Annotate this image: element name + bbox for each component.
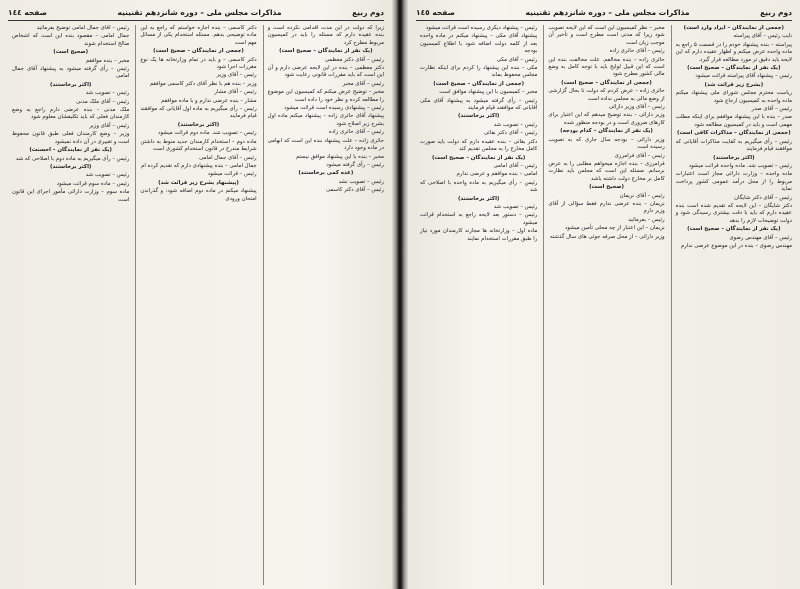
paragraph: رئیس – آقای دکتر بقائی: [483, 130, 538, 137]
paragraph: رئیس – آقای دکتر شایگان: [734, 194, 792, 201]
paragraph: ریاست محترم مجلس شورای ملی پیشنهاد میکنم ماده واحده به کمیسیون ارجاع شود: [675, 90, 792, 104]
text-column: [416, 25, 537, 585]
paragraph: رئیس – آقای ملک مدنی: [76, 98, 130, 105]
paragraph: (صحیح است): [589, 184, 624, 191]
paragraph: (صحیح است): [53, 49, 89, 56]
paragraph: رئیس – بفرمائید: [628, 216, 665, 223]
text-column: [543, 25, 664, 585]
paragraph: رئیس – آقای حائری زاده: [328, 129, 384, 136]
paragraph: نریمان – این اعتبار از چه محلی تأمین میشود: [565, 225, 665, 232]
paragraph: حائری زاده – علت پیشنهاد بنده این است که ابهامی در ماده وجود دارد: [267, 137, 384, 152]
paragraph: رئیس – آقای وزیر: [89, 122, 130, 129]
paragraph: رئیس – آقای جمال امامی توضیح بفرمائید: [36, 25, 130, 31]
paragraph: رئیس – رأی میگیریم به کفایت مذاکرات آقایانی که موافقند قیام فرمایند: [675, 138, 792, 153]
header-title: مذاكرات مجلس ملی – دوره شانزدهم تقنينيه: [525, 7, 690, 17]
paragraph: پیشنهاد میکنم در ماده دوم اضافه شود: و گذراندن امتحان ورودی: [140, 188, 257, 202]
paragraph: رئیس – رأی گرفته میشود به پیشنهاد آقای مکی آقایانی که موافقند قیام فرمایند: [420, 97, 538, 112]
paragraph: پیشنهاد آقای مکی – پیشنهاد میکنم در ماده واحده بعد از کلمه دولت اضافه شود با اطلاع کمیسیون بودجه: [420, 33, 538, 55]
paragraph: (یک نفر از نمایندگان – صحیح است): [687, 65, 781, 72]
paragraph: وزیر – بنده هم با نظر آقای دکتر کاسمی موافقم: [149, 80, 257, 87]
header-title: مذاكرات مجلس ملی – دوره شانزدهم تقنينيه: [117, 7, 282, 17]
paragraph: رئیس – تصویب شد. ماده واحده قرائت میشود: [688, 162, 792, 169]
paragraph: دکتر معظمی – بنده در این لایحه عرضی دارم و آن این است که باید مقررات قانونی رعایت شود: [267, 65, 384, 79]
paragraph: رئیس – آقای مخبر: [342, 80, 384, 87]
paragraph: (یک نفر از نمایندگان – صحیح است): [431, 154, 526, 161]
paragraph: نریمان – بنده عرضی ندارم فقط سؤالی از آقای وزیر دارم: [548, 200, 665, 215]
paragraph: (یک نفر از نمایندگان – احسنت): [29, 147, 112, 154]
paragraph: رئیس – رأی گرفته میشود به پیشنهاد آقای جمال امامی: [12, 66, 130, 80]
paragraph: رئیس – تصویب نشد: [338, 178, 384, 185]
paragraph: (جمعی از نمایندگان – مذاکرات کافی است): [677, 130, 791, 137]
paragraph: حائری زاده – عرض کردم که دولت تا بحال گزارشی از وضع مالی به مجلس نداده است: [548, 88, 665, 102]
header-page-number: صفحه ١٤٥: [416, 7, 455, 17]
paragraph: دکتر شایگان – این لایحه که تقدیم شده است بنده عقیده دارم که باید با دقت بیشتری رسیدگی شود و دولت توضیحات لازم را بدهد: [675, 202, 792, 224]
paragraph: رئیس – تصویب شد: [493, 203, 538, 210]
paragraph: رئیس – آقای جمال امامی: [199, 154, 257, 161]
page-fold: [392, 0, 408, 589]
header-date: دوم ربيع: [760, 7, 792, 17]
paragraph: (جمعی از نمایندگان – صحیح است): [433, 80, 525, 87]
header-page-number: صفحه ١٤٤: [8, 7, 47, 17]
paragraph: رئیس – پیشنهاد آقای پیراسته قرائت میشود: [695, 73, 792, 80]
left-page: [0, 0, 392, 589]
paragraph: (اکثر برخاستند): [457, 195, 500, 202]
page-header: [416, 6, 792, 21]
paragraph: (یک نفر از نمایندگان – صحیح است): [279, 48, 373, 55]
paragraph: (اکثر برخاستند): [457, 113, 500, 120]
paragraph: مکی – بنده این پیشنهاد را کردم برای اینکه نظارت مجلس محفوظ بماند: [420, 65, 538, 79]
paragraph: (اکثر برخاستند): [177, 121, 220, 128]
paragraph: رئیس – آقای مهندس رضوی: [729, 234, 792, 241]
paragraph: رئیس – آقای مشار: [214, 89, 257, 96]
paragraph: رئیس – آقای صدر: [751, 106, 792, 113]
paragraph: (جمعی از نمایندگان – صحیح است): [153, 48, 244, 55]
paragraph: رئیس – آقای دکتر معظمی: [324, 56, 384, 63]
right-page: [408, 0, 800, 589]
paragraph: رئیس – رأی گرفته میشود: [326, 161, 384, 168]
paragraph: دکتر کاسمی – و باید در تمام وزارتخانه ها یک نوع مقررات اجرا شود: [140, 56, 257, 71]
paragraph: رئیس – تصویب شد: [493, 121, 538, 128]
paragraph: (یک نفر از نمایندگان – صحیح است): [687, 226, 781, 233]
paragraph: (جمعی از نمایندگان – صحیح است): [561, 79, 652, 86]
paragraph: ملک مدنی – بنده عرضی دارم راجع به وضع کارمندان فعلی که باید تکلیفشان معلوم شود: [12, 107, 130, 121]
paragraph: ماده سوم – وزارت دارائی مأمور اجرای این قانون است: [12, 189, 130, 203]
paragraph: رئیس – آقای فرامرزی: [614, 152, 665, 159]
paragraph: رئیس – رأی میگیریم به ماده واحده با اصلاحی که شد: [420, 179, 538, 194]
paragraph: رئیس – آقای مکی: [496, 56, 538, 63]
paragraph: مخبر – کمیسیون با این پیشنهاد موافق است: [439, 89, 538, 96]
paragraph: صدر – بنده با این پیشنهاد موافقم برای اینکه مطلب مهمی است و باید در کمیسیون مطالعه شود: [675, 114, 792, 128]
paragraph: رئیس – رأی میگیریم به ماده اول آقایانی که موافقند قیام فرمایند: [140, 106, 257, 120]
paragraph: رئیس – آقای وزیر دارائی: [608, 104, 665, 111]
paragraph: رئیس – تصویب شد: [85, 90, 130, 97]
paragraph: جمال امامی – بنده پیشنهادی دارم که تقدیم کرده ام: [141, 162, 257, 169]
paragraph: (یک نفر از نمایندگان – کدام بودجه): [560, 128, 653, 135]
paragraph: (بشرح زیر قرائت شد): [704, 81, 764, 88]
text-column: [263, 25, 384, 585]
text-column: [8, 25, 129, 585]
text-columns: [416, 25, 792, 585]
paragraph: رئیس – آقای امامی: [493, 162, 538, 169]
paragraph: مشار – بنده عرضی ندارم و با ماده موافقم: [160, 97, 257, 104]
paragraph: رئیس – قرائت میشود: [207, 171, 257, 178]
paragraph: پیراسته – بنده پیشنهاد خودم را در قسمت ۵ راجع به ماده واحده عرض میکنم و اظهار عقیده دارم که این لایحه باید دقیق تر مورد مطالعه قرار گیرد.: [675, 41, 792, 63]
text-columns: [8, 25, 384, 585]
text-column: [135, 25, 256, 585]
paragraph: زیرا که دولت در این مدت اقدامی نکرده است و بنده عقیده دارم که مسئله را باید در کمیسیون مربوط مطرح کرد: [267, 25, 384, 46]
paragraph: (اکثر برخاستند): [49, 81, 92, 88]
paragraph: حائری زاده – بنده مخالفم. علت مخالفت بنده این است که این قبیل لوایح باید با توجه کامل به وضع مالی کشور مطرح شود: [548, 56, 665, 78]
page-header: [8, 6, 384, 21]
paragraph: نایب رئیس – آقای پیراسته: [733, 33, 792, 40]
paragraph: رئیس – تصویب شد. ماده دوم قرائت میشود: [158, 130, 257, 137]
paragraph: رئیس – دستور بعد لایحه راجع به استخدام قرائت میشود: [420, 212, 538, 226]
paragraph: (اکثر برخاستند): [713, 154, 755, 161]
paragraph: دکتر بقائی – بنده عقیده دارم که دولت باید صورت کامل مخارج را به مجلس تقدیم کند: [420, 138, 538, 153]
paragraph: امامی – بنده موافقم و عرضی ندارم: [456, 171, 538, 178]
paragraph: (اکثر برخاستند): [49, 163, 92, 170]
header-date: دوم ربيع: [352, 7, 384, 17]
paragraph: رئیس – تصویب شد: [85, 172, 130, 179]
paragraph: (پیشنهاد بشرح زیر قرائت شد): [158, 179, 239, 186]
paragraph: رئیس – آقای حائری زاده: [609, 48, 665, 55]
paragraph: مخبر – توضیح عرض میکنم که کمیسیون این موضوع را مطالعه کرده و نظر خود را داده است: [267, 89, 384, 103]
paragraph: رئیس – پیشنهاد دیگری رسیده است قرائت میشود: [425, 25, 538, 31]
paragraph: مخبر – بنده موافقم: [85, 57, 130, 64]
paragraph: دکتر کاسمی – بنده اجازه خواستم که راجع به این ماده توضیحی بدهم. مسئله استخدام یکی از مسائل مهم است: [140, 25, 257, 46]
paragraph: فرامرزی – بنده اجازه میخواهم مطلبی را به عرض برسانم. مسئله این است که مجلس باید نظارت کامل بر مخارج دولت داشته باشد: [548, 160, 665, 182]
paragraph: (عده کمی برخاستند): [298, 170, 354, 177]
paragraph: ماده واحده – وزارت دارائی مجاز است اعتبارات مربوط را از محل درآمد عمومی کشور پرداخت نماید: [675, 171, 792, 193]
paragraph: مخبر – نظر کمیسیون این است که این لایحه تصویب شود زیرا که مدتی است مطرح است و تأخیر آن موجب زیان است: [548, 25, 665, 46]
paragraph: (جمعی از نمایندگان – ایراد وارد است): [683, 25, 785, 31]
paragraph: جمال امامی – مقصود بنده این است که اشخاص صالح استخدام شوند: [12, 33, 130, 47]
paragraph: پیشنهاد آقای حائری زاده – پیشنهاد میکنم ماده اول بشرح زیر اصلاح شود: [267, 113, 384, 127]
paragraph: رئیس – آقای دکتر کاسمی: [326, 187, 384, 194]
text-column: [671, 25, 792, 585]
paragraph: وزیر دارائی – از محل صرفه جوئی های سال گذشته: [549, 233, 665, 240]
paragraph: وزیر دارائی – بنده توضیح میدهم که این اعتبار برای کارهای ضروری است و در بودجه منظور شده: [548, 112, 665, 126]
paragraph: ماده اول – وزارتخانه ها مجازند کارمندان مورد نیاز را طبق مقررات استخدام نمایند: [420, 228, 538, 242]
paragraph: رئیس – آقای نریمان: [619, 192, 665, 199]
paragraph: مهندس رضوی – بنده در این موضوع عرضی ندارم: [680, 242, 792, 249]
paragraph: وزیر – وضع کارمندان فعلی طبق قانون محفوظ است و تغییری در آن داده نمیشود: [12, 131, 130, 145]
paragraph: مخبر – بنده با این پیشنهاد موافق نیستم: [295, 153, 384, 160]
paragraph: ماده دوم – استخدام کارمندان جدید منوط به داشتن شرایط مندرج در قانون استخدام کشوری است: [140, 138, 257, 153]
paragraph: رئیس – آقای وزیر: [216, 72, 257, 79]
paragraph: رئیس – پیشنهادی رسیده است قرائت میشود: [284, 105, 384, 112]
paragraph: وزیر دارائی – بودجه سال جاری که به تصویب رسیده است: [548, 136, 665, 151]
paragraph: رئیس – ماده سوم قرائت میشود: [56, 180, 130, 187]
paragraph: رئیس – رأی میگیریم به ماده دوم با اصلاحی که شد: [15, 155, 130, 162]
